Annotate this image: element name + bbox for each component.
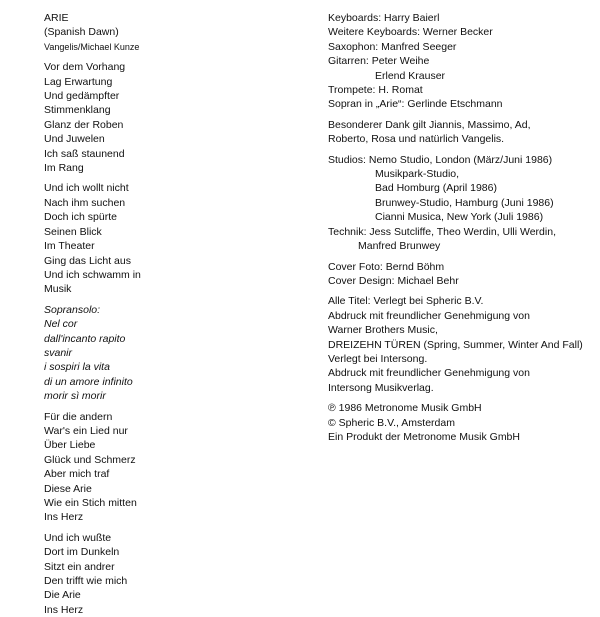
lyric-line: dall'incanto rapito	[44, 332, 126, 345]
credits-column	[328, 11, 593, 444]
rights-line: Warner Brothers Music,	[328, 324, 438, 337]
lyric-line: Nach ihm suchen	[44, 196, 126, 209]
credit-line: Erlend Krauser	[375, 69, 446, 82]
lyric-line: Glück und Schmerz	[44, 453, 136, 466]
thanks-line: Roberto, Rosa und natürlich Vangelis.	[328, 133, 505, 146]
rights-line: Abdruck mit freundlicher Genehmigung von	[328, 367, 530, 380]
studio-line: Brunwey-Studio, Hamburg (Juni 1986)	[375, 196, 554, 209]
lyric-line: Und ich wollt nicht	[44, 182, 129, 195]
studio-line: Studios: Nemo Studio, London (März/Juni 1986)	[328, 153, 553, 166]
lyric-line: Und gedämpfter	[44, 90, 120, 103]
lyric-line: Seinen Blick	[44, 225, 102, 238]
studios	[328, 153, 593, 225]
lyric-line: War's ein Lied nur	[44, 424, 128, 437]
lyrics-stanza-3	[44, 410, 294, 525]
lyric-line: Stimmenklang	[44, 104, 111, 117]
thanks	[328, 118, 593, 147]
rights-line: Abdruck mit freundlicher Genehmigung von	[328, 309, 530, 322]
credit-line: Keyboards: Harry Baierl	[328, 12, 440, 24]
credit-line: Trompete: H. Romat	[328, 84, 423, 97]
lyric-line: Glanz der Roben	[44, 118, 124, 131]
lyrics-column	[44, 11, 294, 617]
lyric-line: Ins Herz	[44, 603, 84, 616]
credit-line: Gitarren: Peter Weihe	[328, 55, 430, 68]
lyric-line: i sospiri la vita	[44, 361, 110, 374]
lyrics-stanza-1	[44, 60, 294, 175]
musician-credits	[328, 11, 593, 112]
studio-line: Bad Homburg (April 1986)	[375, 182, 497, 195]
thanks-line: Besonderer Dank gilt Jiannis, Massimo, Ad,	[328, 118, 531, 131]
lyric-line: Vor dem Vorhang	[44, 61, 126, 74]
lyric-line: morir sì morir	[44, 390, 106, 403]
lyric-line: Die Arie	[44, 589, 81, 602]
lyrics-stanza-2	[44, 181, 294, 296]
lyric-line: Doch ich spürte	[44, 211, 117, 224]
lyric-line: di un amore infinito	[44, 375, 133, 388]
lyric-line: Ging das Licht aus	[44, 254, 131, 267]
studio-line: Musikpark-Studio,	[375, 168, 460, 181]
lyric-line: Diese Arie	[44, 482, 92, 495]
copyright-line: ℗ 1986 Metronome Musik GmbH	[328, 402, 482, 415]
rights-notice	[328, 294, 593, 395]
lyric-line: Im Theater	[44, 240, 95, 253]
copyright-line: Ein Produkt der Metronome Musik GmbH	[328, 430, 520, 443]
cover-line: Cover Design: Michael Behr	[328, 274, 459, 287]
copyright-line: © Spheric B.V., Amsterdam	[328, 416, 455, 429]
lyric-line: Ich saß staunend	[44, 147, 125, 160]
song-title: ARIE	[44, 12, 69, 24]
lyric-line: Und Juwelen	[44, 133, 105, 146]
rights-line: Verlegt bei Intersong.	[328, 352, 428, 365]
cover-line: Cover Foto: Bernd Böhm	[328, 260, 445, 273]
lyric-line: Ins Herz	[44, 511, 84, 524]
lyric-line: svanir	[44, 346, 73, 359]
rights-line: DREIZEHN TÜREN (Spring, Summer, Winter And Fall)	[328, 338, 583, 351]
rights-line: Alle Titel: Verlegt bei Spheric B.V.	[328, 295, 484, 308]
song-subtitle: (Spanish Dawn)	[44, 26, 119, 39]
lyric-line: Den trifft wie mich	[44, 575, 128, 588]
lyric-line: Nel cor	[44, 318, 78, 331]
lyric-line: Aber mich traf	[44, 468, 110, 481]
lyric-line: Musik	[44, 283, 72, 296]
soprano-label: Sopransolo:	[44, 303, 101, 316]
lyric-line: Lag Erwartung	[44, 75, 113, 88]
lyric-line: Und ich wußte	[44, 531, 112, 544]
lyric-line: Und ich schwamm in	[44, 268, 141, 281]
technik-line: Manfred Brunwey	[358, 240, 441, 253]
lyric-line: Sitzt ein andrer	[44, 560, 115, 573]
copyright-notice	[328, 401, 593, 444]
cover-credits	[328, 260, 593, 289]
rights-line: Intersong Musikverlag.	[328, 381, 434, 394]
credit-line: Saxophon: Manfred Seeger	[328, 40, 457, 53]
lyrics-stanza-4	[44, 531, 294, 617]
studio-line: Cianni Musica, New York (Juli 1986)	[375, 211, 544, 224]
song-authors: Vangelis/Michael Kunze	[44, 41, 140, 52]
lyric-line: Wie ein Stich mitten	[44, 497, 137, 509]
lyric-line: Für die andern	[44, 410, 113, 423]
lyric-line: Über Liebe	[44, 439, 96, 452]
technik	[328, 225, 593, 254]
lyric-line: Dort im Dunkeln	[44, 546, 120, 559]
lyric-line: Im Rang	[44, 162, 84, 175]
technik-line: Technik: Jess Sutcliffe, Theo Werdin, Ulli Werdin,	[328, 225, 556, 238]
soprano-solo	[44, 303, 294, 404]
credit-line: Weitere Keyboards: Werner Becker	[328, 26, 493, 39]
credit-line: Sopran in „Arie“: Gerlinde Etschmann	[328, 98, 503, 111]
